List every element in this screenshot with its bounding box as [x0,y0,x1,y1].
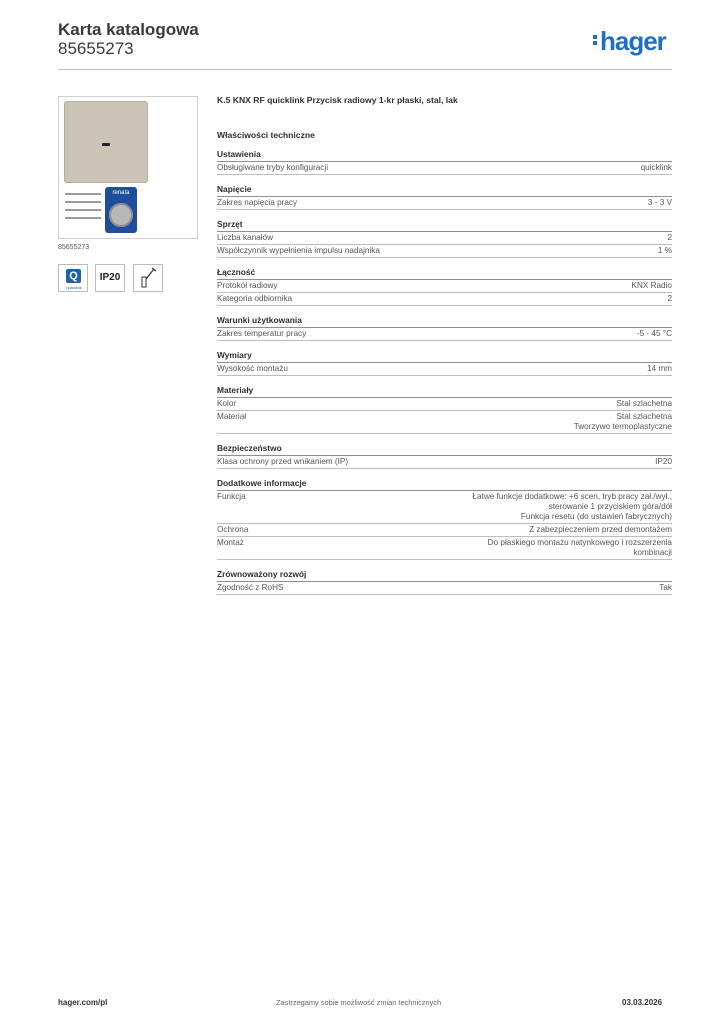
spec-row [217,328,672,341]
spec-label: Kolor [217,399,237,408]
product-image [58,96,198,239]
screw [65,209,101,211]
spec-value-line: Stal szlachetna [616,412,672,421]
spec-row [217,537,672,560]
spec-value [667,233,672,243]
spec-row [217,398,672,411]
spec-row [217,456,672,469]
spec-label: Współczynnik wypełnienia impulsu nadajnika [217,246,380,255]
quicklink-icon [58,264,88,292]
spec-value-line: kombinacji [633,548,672,557]
mounting-screws [65,187,101,227]
spec-label: Obsługiwane tryby konfiguracji [217,163,329,172]
spec-row [217,162,672,175]
spec-value [658,246,672,256]
specs-table [217,148,672,595]
logo-dots-icon [593,33,598,47]
section-title: Warunki użytkowania [217,314,672,328]
spec-value-line: 14 mm [646,364,672,373]
spec-label: Protokół radiowy [217,281,278,290]
spec-value-line: 1 % [657,246,672,255]
section-title: Ustawienia [217,148,672,162]
spec-value-line: Stal szlachetna [616,399,672,408]
spec-row [217,411,672,434]
spec-label: Ochrona [217,525,249,534]
ip20-icon: IP20 [95,264,125,292]
spec-label: Funkcja [217,492,246,501]
spec-value-line: KNX Radio [631,281,672,290]
spec-value [659,583,672,593]
spec-row [217,363,672,376]
logo-text: hager [600,26,666,56]
spec-value-line: 3 - 3 V [647,198,672,207]
spec-value [667,294,672,304]
spec-label: Wysokość montażu [217,364,288,373]
section-title: Wymiary [217,349,672,363]
image-caption: 85655273 [58,244,90,251]
spec-value-line: -5 - 45 °C [636,329,672,338]
spec-value-line: IP20 [655,457,672,466]
coin-cell [109,203,133,227]
spec-label: Zakres temperatur pracy [217,329,307,338]
screw [65,201,101,203]
footer-disclaimer: Zastrzegamy sobie możliwość zmian technicznych [276,998,442,1007]
page-title: Karta katalogowa [58,20,199,39]
spec-value [488,538,672,558]
spec-row [217,197,672,210]
spec-value [647,364,672,374]
spec-value [648,198,672,208]
hager-logo [593,26,666,56]
spec-value [637,329,672,339]
spec-value-line: Tworzywo termoplastyczne [573,422,672,431]
section-title: Napięcie [217,183,672,197]
spec-label: Liczba kanałów [217,233,273,242]
battery-brand: renata [112,190,130,196]
footer-website: hager.com/pl [58,998,108,1007]
quicklink-label: quicklink [66,285,82,290]
footer-date: 03.03.2026 [622,998,663,1007]
mounting-tool-icon [133,264,163,292]
screw [65,217,101,219]
spec-label: Kategoria odbiornika [217,294,293,303]
section-title: Materiały [217,384,672,398]
led-indicator [102,143,110,146]
spec-row [217,245,672,258]
spec-value-line: 2 [667,233,672,242]
spec-label: Montaż [217,538,244,547]
spec-value [472,492,672,522]
spec-value-line: Łatwe funkcje dodatkowe: +6 scen, tryb pracy zał./wył., [472,492,672,501]
spec-value-line: quicklink [640,163,672,172]
spec-value [529,525,672,535]
section-title: Bezpieczeństwo [217,442,672,456]
spec-label: Zgodność z RoHS [217,583,284,592]
push-button-plate [64,101,148,183]
spec-row [217,232,672,245]
spec-value-line: Tak [659,583,672,592]
spec-label: Zakres napięcia pracy [217,198,298,207]
spec-row [217,524,672,537]
spec-value-line: Funkcja resetu (do ustawień fabrycznych) [520,512,672,521]
specs-heading: Właściwości techniczne [217,130,315,140]
spec-value [616,399,672,409]
quicklink-letter: Q [66,269,81,283]
battery-pack [105,187,137,233]
spec-label: Materiał [217,412,247,421]
spec-label: Klasa ochrony przed wnikaniem (IP) [217,457,349,466]
section-title: Łączność [217,266,672,280]
spec-row [217,491,672,524]
spec-value-line: sterowanie 1 przyciskiem góra/dół [548,502,672,511]
header-divider [58,69,672,70]
spec-value [574,412,672,432]
spec-row [217,293,672,306]
spec-row [217,582,672,595]
spec-value [655,457,672,467]
section-title: Sprzęt [217,218,672,232]
spec-value [641,163,672,173]
spec-row [217,280,672,293]
spec-value-line: Do płaskiego montażu natynkowego i rozszerzenia [487,538,672,547]
screw [65,193,101,195]
catalog-number: 85655273 [58,39,134,58]
spec-value-line: Z zabezpieczeniem przed demontażem [529,525,672,534]
section-title: Dodatkowe informacje [217,477,672,491]
spec-value-line: 2 [667,294,672,303]
section-title: Zrównoważony rozwój [217,568,672,582]
spec-value [631,281,672,291]
product-title: K.5 KNX RF quicklink Przycisk radiowy 1-kr płaski, stal, lak [217,95,458,105]
